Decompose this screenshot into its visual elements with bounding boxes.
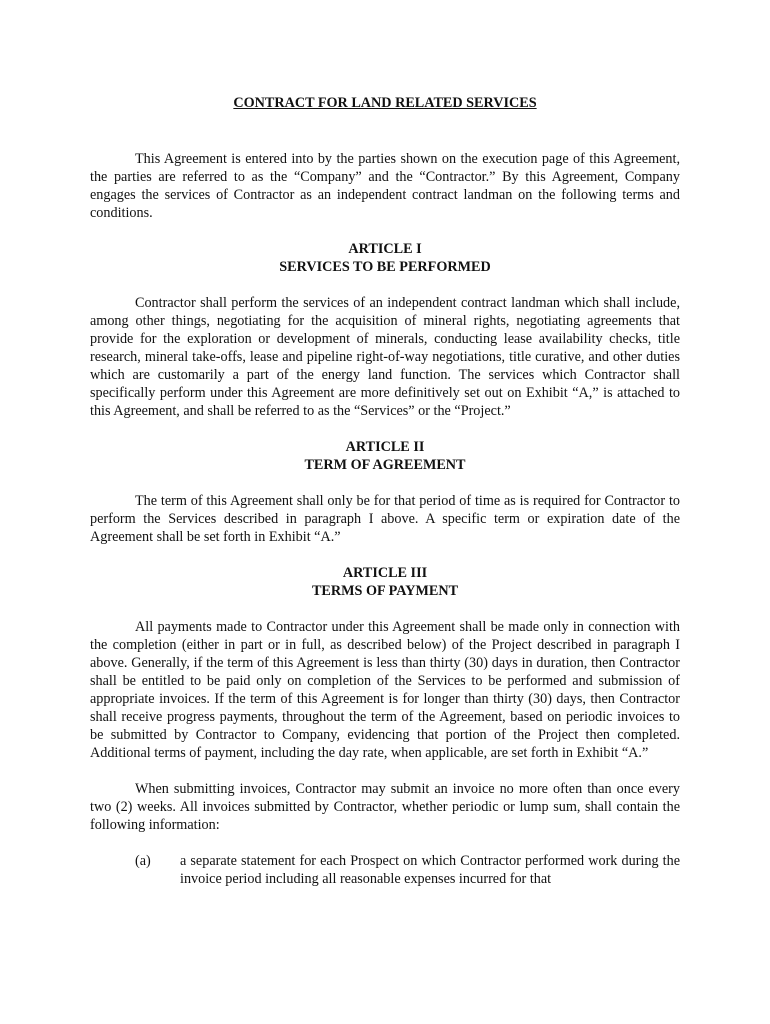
- article-2: [90, 438, 680, 546]
- article-3-paragraph-2: When submitting invoices, Contractor may submit an invoice no more often than once every two (2) weeks. All invoices submitted by Contractor, whether periodic or lump sum, shall contain the following information:: [90, 781, 680, 833]
- article-3: [90, 564, 680, 888]
- document-page: [90, 94, 680, 888]
- list-item: [90, 852, 680, 888]
- list-item-label: (a): [135, 853, 151, 869]
- article-3-heading: TERMS OF PAYMENT: [311, 583, 459, 599]
- article-2-heading: TERM OF AGREEMENT: [304, 457, 466, 473]
- document-title: CONTRACT FOR LAND RELATED SERVICES: [233, 95, 537, 111]
- article-1-heading: SERVICES TO BE PERFORMED: [279, 259, 491, 275]
- article-3-number: ARTICLE III: [342, 565, 428, 581]
- article-1-number: ARTICLE I: [348, 241, 422, 257]
- list-item-text: a separate statement for each Prospect on which Contractor performed work during the invoice period including all reasonable expenses incurred for that: [180, 853, 680, 887]
- article-2-paragraph: The term of this Agreement shall only be for that period of time as is required for Contractor to perform the Services described in paragraph I above. A specific term or expiration date of the Agreement shall be set forth in Exhibit “A.”: [90, 493, 680, 545]
- intro-paragraph: This Agreement is entered into by the parties shown on the execution page of this Agreement, the parties are referred to as the “Company” and the “Contractor.” By this Agreement, Company engages the services of Contractor as an independent contract landman on the following terms and conditions.: [90, 151, 680, 221]
- article-2-number: ARTICLE II: [345, 439, 425, 455]
- article-1-paragraph: Contractor shall perform the services of an independent contract landman which shall include, among other things, negotiating for the acquisition of mineral rights, negotiating agreements that provide for the exploration or development of minerals, conducting lease availability checks, title research, mineral take-offs, lease and pipeline right-of-way negotiations, title curative, and other duties which are customarily a part of the energy land function. The services which Contractor shall specifically perform under this Agreement are more definitively set out on Exhibit “A,” is attached to this Agreement, and shall be referred to as the “Services” or the “Project.”: [90, 295, 680, 419]
- article-3-paragraph-1: All payments made to Contractor under this Agreement shall be made only in connection with the completion (either in part or in full, as described below) of the Project described in paragraph I above. Generally, if the term of this Agreement is less than thirty (30) days in duration, then Contractor shall be entitled to be paid only on completion of the Services to be performed and submission of appropriate invoices. If the term of this Agreement is for longer than thirty (30) days, then Contractor shall receive progress payments, throughout the term of the Agreement, based on periodic invoices to be submitted by Contractor to Company, evidencing that portion of the Project then completed. Additional terms of payment, including the day rate, when applicable, are set forth in Exhibit “A.”: [90, 619, 680, 761]
- article-1: [90, 240, 680, 420]
